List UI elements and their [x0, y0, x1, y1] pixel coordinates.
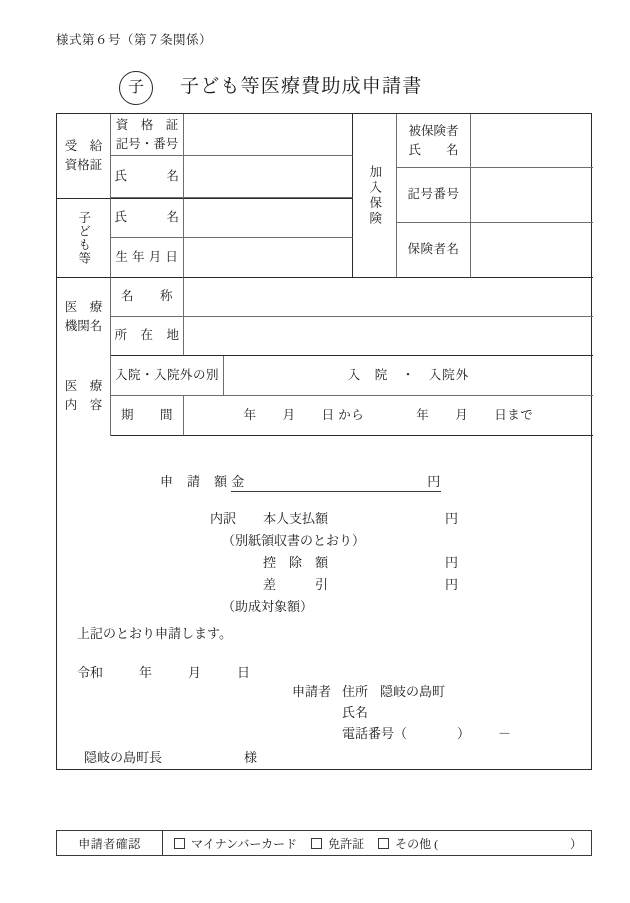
- applicant-address-value[interactable]: 隠岐の島町: [380, 684, 446, 699]
- child-name-label-text: 氏 名: [114, 210, 180, 225]
- subsidy-target-note: （助成対象額）: [222, 599, 314, 614]
- institution-name-label-text: 名 称: [120, 289, 173, 304]
- breakdown-self-payment-label: 本人支払額: [263, 511, 329, 526]
- institution-name-input[interactable]: [184, 278, 593, 317]
- cert-number-input[interactable]: [184, 114, 353, 156]
- applicant-tel-dash: －: [498, 726, 512, 741]
- declaration-text: 上記のとおり申請します。: [77, 626, 232, 641]
- application-amount-label: 申 請 額: [160, 474, 228, 489]
- verification-option-mynumber[interactable]: [174, 835, 297, 852]
- treatment-period-input[interactable]: [184, 396, 593, 436]
- application-amount-row: [160, 471, 441, 492]
- treatment-group-label: [57, 356, 111, 436]
- applicant-label: 申請者: [292, 684, 332, 699]
- insurance-number-input[interactable]: [471, 168, 593, 223]
- title-row: [56, 69, 592, 107]
- breakdown-deduction-unit: 円: [445, 555, 459, 570]
- insurance-number-label-text: 記号番号: [407, 187, 460, 202]
- page-title: 子ども等医療費助成申請書: [180, 76, 423, 97]
- applicant-tel-label: 電話番号（: [342, 726, 408, 741]
- child-circle-mark: 子: [119, 71, 153, 105]
- verification-option-other-label: その他 (: [395, 836, 439, 851]
- applicant-tel-paren-close: ）: [457, 726, 471, 741]
- applicant-tel-field[interactable]: [342, 723, 511, 744]
- application-details-area: [57, 436, 591, 771]
- applicant-name-label: 氏名: [342, 705, 369, 720]
- insurance-group-label-text: 加入保険: [367, 164, 382, 227]
- insurance-group-label: [353, 114, 397, 278]
- child-group-label-text: 子ども等: [76, 211, 91, 265]
- addressee-row: [84, 747, 257, 766]
- checkbox-icon[interactable]: [311, 838, 322, 849]
- amount-money-prefix: 金: [231, 474, 245, 489]
- institution-name-label: [111, 278, 184, 317]
- treatment-group-label-line2: 内 容: [64, 398, 103, 412]
- application-amount-field[interactable]: [231, 471, 441, 492]
- insured-name-label-line2: 氏 名: [408, 142, 459, 157]
- insurer-name-input[interactable]: [471, 223, 593, 278]
- treatment-period-label-text: 期 間: [120, 407, 173, 422]
- institution-address-label: [111, 317, 184, 356]
- verification-option-license[interactable]: [311, 835, 364, 852]
- child-name-input[interactable]: [184, 198, 353, 238]
- recipient-cert-group-label-line1: 受 給: [64, 139, 103, 154]
- insurer-name-label-text: 保険者名: [407, 242, 460, 257]
- institution-group-label-line2: 機関名: [64, 319, 103, 333]
- insurer-name-label: [397, 223, 471, 278]
- cert-number-label-line2: 記号・番号: [115, 136, 179, 151]
- amount-unit: 円: [427, 474, 441, 489]
- insurance-number-label: [397, 168, 471, 223]
- applicant-verification-label: 申請者確認: [57, 831, 163, 855]
- form-number: 様式第６号（第７条関係）: [56, 33, 213, 47]
- child-name-label: [111, 198, 184, 238]
- breakdown-self-payment-unit: 円: [445, 511, 459, 526]
- verification-option-mynumber-label: マイナンバーカード: [191, 836, 298, 851]
- day-label: 日: [237, 665, 251, 680]
- verification-option-license-label: 免許証: [328, 836, 365, 851]
- cert-number-label-line1: 資 格 証: [115, 117, 179, 132]
- child-birthdate-label-text: 生 年 月 日: [115, 249, 179, 264]
- verification-option-other[interactable]: [378, 835, 438, 852]
- admission-type-options-text: 入 院 ・ 入院外: [347, 367, 470, 382]
- applicant-verification-table: [56, 830, 592, 856]
- child-birthdate-input[interactable]: [184, 238, 353, 278]
- era-label: 令和: [77, 665, 104, 680]
- treatment-group-label-line1: 医 療: [64, 379, 103, 394]
- applicant-address-label: 住所: [342, 684, 369, 699]
- institution-group-label-line1: 医 療: [64, 300, 103, 315]
- breakdown-difference-unit: 円: [445, 577, 459, 592]
- treatment-period-input-text: 年 月 日 から 年 月 日まで: [243, 407, 534, 422]
- cert-name-input[interactable]: [184, 156, 353, 198]
- cert-name-label: [111, 156, 184, 198]
- applicant-verification-options: [163, 831, 591, 855]
- breakdown-difference-label: 差 引: [263, 577, 329, 592]
- cert-number-label: [111, 114, 184, 156]
- insured-name-input[interactable]: [471, 114, 593, 168]
- breakdown-key: 内訳: [210, 511, 237, 526]
- breakdown-deduction-label: 控 除 額: [263, 555, 329, 570]
- treatment-period-label: [111, 396, 184, 436]
- institution-address-label-text: 所 在 地: [114, 328, 180, 343]
- insured-name-label: [397, 114, 471, 168]
- admission-type-label: [111, 356, 224, 396]
- recipient-cert-group-label: [57, 114, 111, 198]
- receipt-note: （別紙領収書のとおり）: [222, 533, 366, 548]
- month-label: 月: [188, 665, 202, 680]
- insured-name-label-line1: 被保険者: [408, 123, 459, 138]
- institution-address-input[interactable]: [184, 317, 593, 356]
- child-birthdate-label: [111, 238, 184, 278]
- child-group-label: [57, 198, 111, 278]
- admission-type-label-text: 入院・入院外の別: [114, 367, 219, 382]
- declaration-date-row[interactable]: [77, 662, 250, 681]
- addressee-honorific: 様: [244, 750, 258, 765]
- main-form-table: [56, 113, 592, 770]
- addressee-mayor: 隠岐の島町長: [84, 750, 163, 765]
- institution-group-label: [57, 278, 111, 356]
- admission-type-options[interactable]: [224, 356, 593, 396]
- checkbox-icon[interactable]: [174, 838, 185, 849]
- year-label: 年: [139, 665, 153, 680]
- cert-name-label-text: 氏 名: [114, 168, 180, 183]
- verification-other-paren-close: ）: [569, 836, 582, 851]
- checkbox-icon[interactable]: [378, 838, 389, 849]
- recipient-cert-group-label-line2: 資格証: [64, 158, 103, 172]
